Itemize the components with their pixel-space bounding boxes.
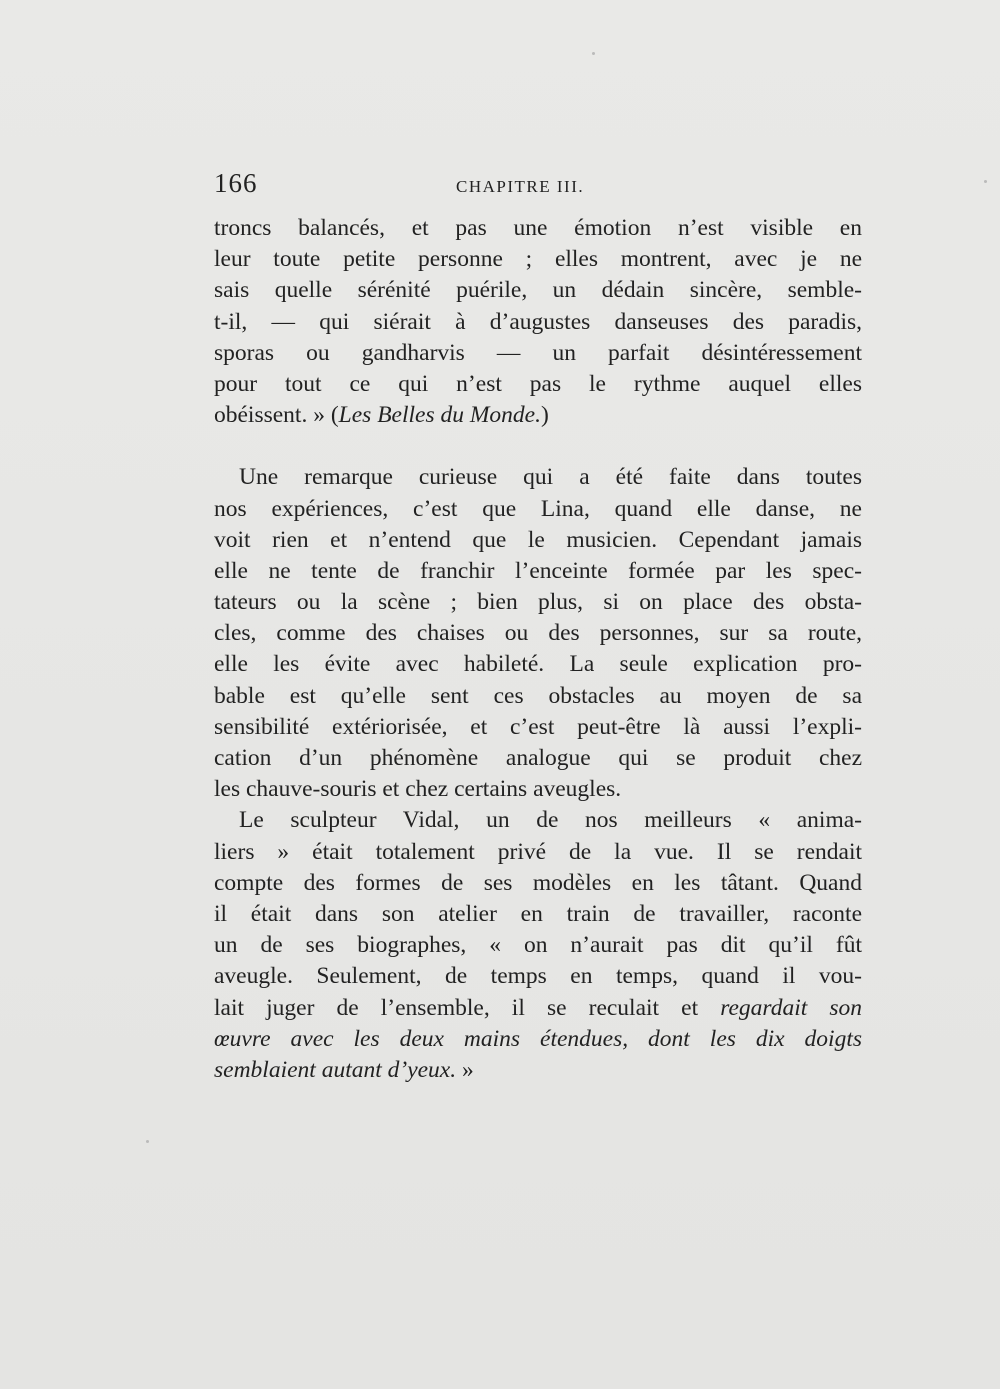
text-line: bable est qu’elle sent ces obstacles au moyen de sa bbox=[214, 682, 862, 709]
text-line: Une remarque curieuse qui a été faite dans toutes bbox=[239, 464, 862, 491]
paper-speck bbox=[984, 180, 987, 183]
text-line: sais quelle sérénité puérile, un dédain sincère, semble- bbox=[214, 277, 862, 304]
text-line: cles, comme des chaises ou des personnes, sur sa route, bbox=[214, 620, 862, 647]
body-text bbox=[214, 213, 862, 1086]
text-line: un de ses biographes, « on n’aurait pas dit qu’il fût bbox=[214, 932, 862, 959]
text-line: sporas ou gandharvis — un parfait désintéressement bbox=[214, 339, 862, 366]
text-line: les chauve-souris et chez certains aveugles. bbox=[214, 776, 622, 803]
page-number: 166 bbox=[214, 168, 258, 198]
text-line: liers » était totalement privé de la vue. Il se rendait bbox=[214, 838, 862, 865]
text-line: sensibilité extériorisée, et c’est peut-être là aussi l’expli- bbox=[214, 713, 862, 740]
running-head: CHAPITRE III. bbox=[456, 177, 585, 196]
text-fragment: lait juger de l’ensemble, il se reculait et bbox=[214, 994, 721, 1021]
text-line: Le sculpteur Vidal, un de nos meilleurs « anima- bbox=[239, 807, 862, 834]
paper-speck bbox=[592, 52, 595, 55]
text-line: troncs balancés, et pas une émotion n’est visible en bbox=[214, 215, 862, 241]
text-line: aveugle. Seulement, de temps en temps, quand il vou- bbox=[214, 963, 862, 990]
text-line: elle ne tente de franchir l’enceinte formée par les spec- bbox=[214, 557, 862, 584]
paragraph-quote-ending bbox=[214, 213, 862, 431]
text-line bbox=[214, 400, 862, 431]
text-line: leur toute petite personne ; elles montrent, avec je ne bbox=[214, 246, 862, 273]
quote-close-text: obéissent. » ( bbox=[214, 402, 339, 429]
italic-fragment: œuvre avec les deux mains étendues, dont les dix doigts bbox=[214, 1025, 862, 1052]
italic-fragment: regardait son bbox=[720, 994, 862, 1021]
text-line: il était dans son atelier en train de travailler, raconte bbox=[214, 900, 862, 927]
text-line: pour tout ce qui n’est pas le rythme auquel elles bbox=[214, 370, 862, 397]
text-line bbox=[214, 1024, 862, 1055]
text-line: tateurs ou la scène ; bien plus, si on place des obsta- bbox=[214, 589, 862, 616]
text-line: nos expériences, c’est que Lina, quand elle danse, ne bbox=[214, 495, 862, 522]
text-line bbox=[214, 1055, 862, 1086]
closing-quote: » bbox=[456, 1056, 474, 1083]
text-line bbox=[214, 993, 862, 1024]
paper-speck bbox=[146, 1140, 149, 1143]
source-title: Les Belles du Monde. bbox=[338, 402, 541, 429]
page-header bbox=[214, 168, 862, 204]
paragraph-vidal bbox=[214, 805, 862, 1086]
text-line: elle les évite avec habileté. La seule explication pro- bbox=[214, 651, 862, 678]
paragraph-lina bbox=[214, 462, 862, 805]
text-line: compte des formes de ses modèles en les tâtant. Quand bbox=[214, 869, 862, 896]
italic-fragment: semblaient autant d’yeux. bbox=[214, 1056, 457, 1083]
closing-paren: ) bbox=[541, 402, 549, 429]
text-line: cation d’un phénomène analogue qui se produit chez bbox=[214, 745, 862, 771]
text-line: voit rien et n’entend que le musicien. Cependant jamais bbox=[214, 526, 862, 553]
text-line: t-il, — qui siérait à d’augustes danseuses des paradis, bbox=[214, 308, 862, 335]
